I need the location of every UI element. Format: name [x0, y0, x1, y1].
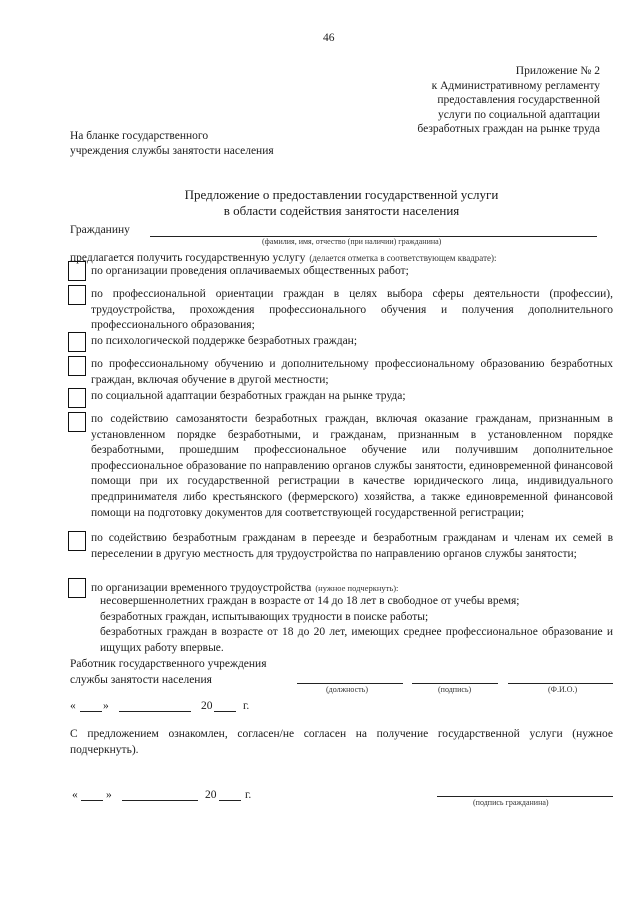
citizen-hint: (фамилия, имя, отчество (при наличии) гражданина) [262, 237, 442, 246]
worker-label-line: Работник государственного учреждения [70, 658, 267, 670]
date2-day-field[interactable] [81, 800, 103, 801]
sub-item: безработных граждан, испытывающих трудности в поиске работы; [100, 611, 429, 623]
date2-year-prefix: 20 [205, 789, 217, 801]
citizen-label: Гражданину [70, 224, 130, 236]
appendix-line: Приложение № 2 [515, 65, 600, 77]
worker-label [70, 657, 267, 688]
checkbox-psychological-support[interactable] [68, 332, 86, 352]
offer-hint: (делается отметка в соответствующем квадрате): [309, 253, 497, 263]
checkbox-temporary-employment[interactable] [68, 578, 86, 598]
position-hint: (должность) [326, 685, 368, 694]
date2-year-field[interactable] [219, 800, 241, 801]
date-open-quote: « [70, 700, 76, 712]
date2-month-field[interactable] [122, 800, 198, 801]
date-year-suffix: г. [243, 700, 250, 712]
date2-open-quote: « [72, 789, 78, 801]
service-item-hint: (нужное подчеркнуть): [315, 583, 399, 593]
letterhead-line: учреждения службы занятости населения [70, 144, 274, 157]
citizen-signature-hint: (подпись гражданина) [473, 798, 549, 807]
appendix-line: предоставления государственной [437, 94, 600, 106]
letterhead-line: На бланке государственного [70, 130, 209, 142]
checkbox-vocational-training[interactable] [68, 356, 86, 376]
date-month-field[interactable] [119, 711, 191, 712]
appendix-block [417, 64, 600, 137]
citizen-signature-field[interactable] [437, 796, 613, 797]
service-item: по организации проведения оплачиваемых общественных работ; [91, 265, 409, 277]
letterhead [70, 129, 274, 158]
service-item: по содействию безработным гражданам в переезде и безработным гражданам и членам их семей в переселении в другую местность для трудоустройства по направлению органов службы занятости; [91, 532, 613, 560]
date-day-field[interactable] [80, 711, 102, 712]
appendix-line: к Административному регламенту [431, 79, 600, 92]
date2-year-suffix: г. [245, 789, 252, 801]
document-title [70, 187, 613, 219]
title-line: Предложение о предоставлении государственной услуги [184, 187, 499, 202]
checkbox-self-employment[interactable] [68, 412, 86, 432]
service-item: по содействию самозанятости безработных граждан, включая оказание гражданам, признанным в установленном порядке безработными, и гражданам, признанным в установленном порядке безработными, прошедшим профессиональное обучение или получившим дополнительное профессиональное образование по направлению органов службы занятости, единовременной финансовой помощи при их государственной регистрации в качестве юридического лица, индивидуального предпринимателя либо крестьянского (фермерского) хозяйства, а также единовременной финансовой помощи на подготовку документов для соответствующей государственной регистрации; [91, 413, 613, 519]
service-item-text: по организации временного трудоустройства [91, 582, 312, 594]
page-number: 46 [323, 32, 335, 44]
date-year-prefix: 20 [201, 700, 213, 712]
date2-close-quote: » [106, 789, 112, 801]
appendix-line: услуги по социальной адаптации [438, 108, 600, 121]
checkbox-public-works[interactable] [68, 261, 86, 281]
service-item: по профессиональной ориентации граждан в целях выбора сферы деятельности (профессии), трудоустройства, прохождения профессионального обучения и получения дополнительного профессионального образования; [91, 288, 613, 332]
date-year-field[interactable] [214, 711, 236, 712]
service-item: по психологической поддержке безработных граждан; [91, 335, 358, 347]
position-field[interactable] [297, 683, 403, 684]
offer-text: предлагается получить государственную услугу [70, 252, 306, 264]
sub-item: несовершеннолетних граждан в возрасте от 14 до 18 лет в свободное от учебы время; [100, 595, 520, 607]
checkbox-career-guidance[interactable] [68, 285, 86, 305]
service-item: по социальной адаптации безработных граждан на рынке труда; [91, 390, 406, 402]
checkbox-relocation[interactable] [68, 531, 86, 551]
title-line: в области содействия занятости населения [223, 203, 460, 218]
signature-hint: (подпись) [438, 685, 472, 694]
consent-text: С предложением ознакомлен, согласен/не согласен на получение государственной услуги (нужное подчеркнуть). [70, 728, 613, 756]
sub-item: безработных граждан в возрасте от 18 до 20 лет, имеющих среднее профессиональное образование и ищущих работу впервые. [100, 626, 613, 654]
service-item: по профессиональному обучению и дополнительному профессиональному образованию безработных граждан, включая обучение в другой местности; [91, 358, 613, 386]
full-name-field[interactable] [508, 683, 613, 684]
signature-field[interactable] [412, 683, 498, 684]
appendix-line: безработных граждан на рынке труда [417, 123, 600, 135]
full-name-hint: (Ф.И.О.) [548, 685, 578, 694]
date-close-quote: » [103, 700, 109, 712]
worker-label-line: службы занятости населения [70, 673, 212, 686]
checkbox-social-adaptation[interactable] [68, 388, 86, 408]
